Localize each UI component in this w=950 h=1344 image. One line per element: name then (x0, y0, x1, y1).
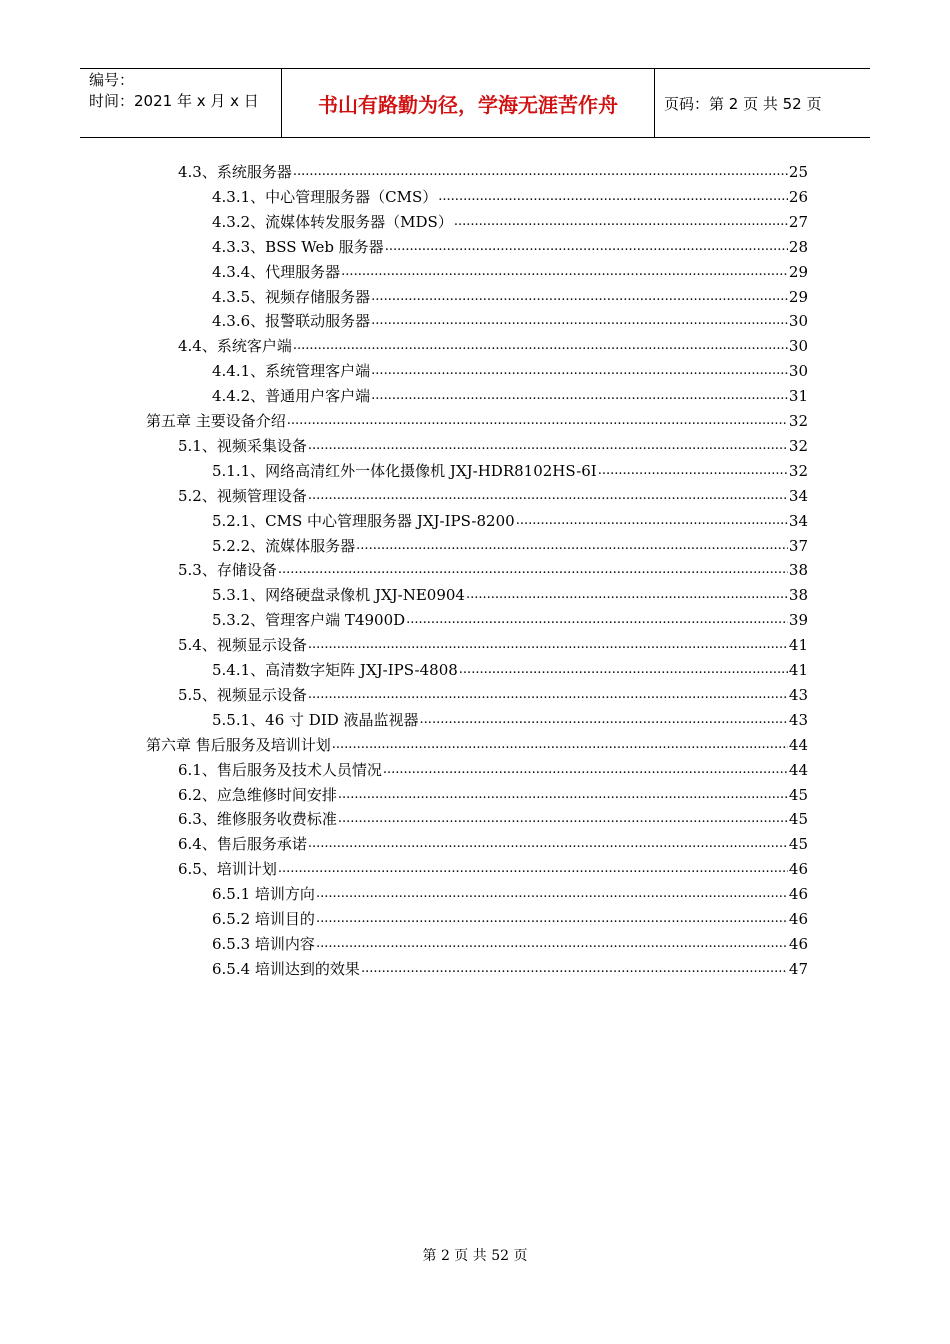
toc-entry-page: 45 (788, 835, 808, 854)
toc-entry[interactable] (212, 208, 808, 232)
toc-entry-page: 27 (788, 212, 808, 231)
toc-entry-title: 4.3.4、代理服务器 (212, 262, 341, 281)
toc-entry-page: 30 (788, 337, 808, 356)
header-page-info: 页码：第 2 页 共 52 页 (664, 94, 822, 113)
toc-entry-page: 29 (788, 287, 808, 306)
toc-entry[interactable] (178, 432, 808, 456)
toc-entry-page: 25 (788, 163, 808, 181)
toc-leader-dots (516, 511, 788, 531)
toc-leader-dots (338, 785, 788, 805)
toc-entry-page: 46 (788, 860, 808, 879)
toc-entry-page: 34 (788, 486, 808, 505)
toc-entry-page: 47 (788, 959, 808, 978)
toc-entry-title: 4.3.6、报警联动服务器 (212, 312, 371, 331)
toc-entry[interactable] (212, 532, 808, 556)
toc-entry-page: 26 (788, 187, 808, 206)
toc-entry[interactable] (178, 855, 808, 879)
toc-entry-title: 4.3.3、BSS Web 服务器 (212, 237, 384, 256)
toc-entry[interactable] (146, 731, 808, 755)
toc-leader-dots (371, 386, 788, 406)
toc-entry[interactable] (212, 382, 808, 406)
toc-entry-title: 6.5.3 培训内容 (212, 934, 315, 953)
toc-entry[interactable] (178, 158, 808, 182)
toc-entry[interactable] (212, 930, 808, 954)
toc-leader-dots (466, 585, 788, 605)
toc-entry-title: 6.4、售后服务承诺 (178, 835, 307, 854)
toc-entry-title: 5.3.2、管理客户端 T4900D (212, 611, 406, 630)
toc-entry-title: 6.2、应急维修时间安排 (178, 785, 337, 804)
toc-entry[interactable] (178, 631, 808, 655)
toc-entry-page: 34 (788, 511, 808, 530)
toc-leader-dots (308, 436, 788, 456)
toc-entry-title: 6.5.2 培训目的 (212, 910, 315, 928)
toc-leader-dots (341, 262, 788, 282)
toc-entry[interactable] (212, 905, 808, 929)
toc-entry[interactable] (212, 507, 808, 531)
toc-entry[interactable] (212, 606, 808, 630)
toc-entry-page: 45 (788, 810, 808, 829)
toc-leader-dots (438, 187, 788, 207)
toc-leader-dots (308, 635, 788, 655)
toc-entry-title: 4.4.2、普通用户客户端 (212, 387, 371, 406)
toc-entry-page: 32 (788, 412, 808, 430)
toc-entry-title: 5.4、视频显示设备 (178, 636, 307, 655)
toc-entry-page: 45 (788, 785, 808, 804)
toc-entry-page: 30 (788, 312, 808, 331)
toc-entry-title: 6.5.1 培训方向 (212, 885, 315, 904)
toc-entry[interactable] (212, 357, 808, 381)
toc-entry-title: 5.3.1、网络硬盘录像机 JXJ-NE0904 (212, 586, 465, 605)
toc-entry-title: 5.5、视频显示设备 (178, 685, 307, 704)
document-time-label: 时间：2021 年 x 月 x 日 (89, 92, 259, 110)
toc-entry-title: 5.5.1、46 寸 DID 液晶监视器 (212, 710, 419, 729)
toc-leader-dots (371, 287, 788, 307)
toc-entry-page: 41 (788, 636, 808, 655)
toc-entry-title: 5.2.2、流媒体服务器 (212, 536, 356, 555)
toc-entry[interactable] (212, 258, 808, 282)
toc-entry-title: 4.3、系统服务器 (178, 163, 292, 181)
document-number-label: 编号： (89, 71, 135, 89)
toc-entry[interactable] (178, 482, 808, 506)
toc-entry-page: 39 (788, 611, 808, 630)
toc-leader-dots (338, 809, 788, 829)
toc-leader-dots (278, 560, 788, 580)
toc-entry-page: 46 (788, 934, 808, 953)
toc-leader-dots (308, 685, 788, 705)
toc-entry[interactable] (178, 332, 808, 356)
toc-entry-page: 38 (788, 586, 808, 605)
toc-entry-title: 4.3.1、中心管理服务器（CMS） (212, 187, 438, 206)
toc-entry-title: 5.1.1、网络高清红外一体化摄像机 JXJ-HDR8102HS-6I (212, 461, 597, 480)
toc-entry[interactable] (212, 307, 808, 331)
toc-leader-dots (332, 735, 788, 755)
toc-leader-dots (316, 884, 788, 904)
toc-entry[interactable] (146, 407, 808, 431)
toc-entry-title: 第六章 售后服务及培训计划 (146, 735, 331, 754)
toc-entry-page: 44 (788, 760, 808, 779)
toc-leader-dots (308, 486, 788, 506)
toc-entry[interactable] (178, 781, 808, 805)
header-motto: 书山有路勤为径，学海无涯苦作舟 (282, 69, 655, 137)
toc-entry-page: 46 (788, 885, 808, 904)
toc-entry-page: 37 (788, 536, 808, 555)
toc-entry-page: 43 (788, 710, 808, 729)
toc-leader-dots (406, 610, 788, 630)
toc-entry-title: 5.3、存储设备 (178, 561, 277, 580)
toc-leader-dots (383, 760, 788, 780)
toc-entry[interactable] (178, 805, 808, 829)
toc-leader-dots (420, 710, 788, 730)
toc-entry[interactable] (212, 457, 808, 481)
toc-entry-title: 6.3、维修服务收费标准 (178, 810, 337, 829)
toc-entry-title: 5.1、视频采集设备 (178, 436, 307, 455)
toc-entry[interactable] (212, 955, 808, 979)
toc-leader-dots (293, 336, 788, 356)
toc-entry[interactable] (212, 233, 808, 257)
toc-leader-dots (454, 212, 788, 232)
toc-entry-title: 5.2.1、CMS 中心管理服务器 JXJ-IPS-8200 (212, 511, 515, 530)
toc-leader-dots (371, 361, 788, 381)
toc-entry[interactable] (178, 681, 808, 705)
toc-leader-dots (293, 162, 788, 182)
toc-entry-title: 4.3.2、流媒体转发服务器（MDS） (212, 212, 453, 231)
toc-entry[interactable] (212, 581, 808, 605)
toc-leader-dots (316, 934, 788, 954)
toc-leader-dots (361, 959, 788, 979)
toc-entry-page: 29 (788, 262, 808, 281)
toc-leader-dots (316, 909, 788, 929)
toc-entry-page: 46 (788, 910, 808, 928)
toc-leader-dots (459, 660, 788, 680)
toc-entry-page: 30 (788, 362, 808, 381)
toc-entry-title: 6.1、售后服务及技术人员情况 (178, 760, 382, 779)
toc-leader-dots (287, 411, 788, 431)
page-footer: 第 2 页 共 52 页 (422, 1248, 528, 1264)
toc-entry-page: 31 (788, 387, 808, 406)
toc-entry-page: 28 (788, 237, 808, 256)
toc-entry[interactable] (212, 706, 808, 730)
toc-entry[interactable] (212, 183, 808, 207)
toc-entry-page: 41 (788, 661, 808, 679)
toc-leader-dots (371, 311, 788, 331)
toc-leader-dots (278, 859, 788, 879)
toc-entry-title: 4.4.1、系统管理客户端 (212, 362, 371, 381)
toc-entry-page: 43 (788, 685, 808, 704)
toc-entry[interactable] (212, 283, 808, 307)
toc-entry-title: 第五章 主要设备介绍 (146, 412, 286, 430)
toc-entry-title: 5.4.1、高清数字矩阵 JXJ-IPS-4808 (212, 661, 458, 679)
header-meta (80, 69, 282, 137)
toc-entry-page: 32 (788, 436, 808, 455)
toc-entry[interactable] (178, 556, 808, 580)
toc-leader-dots (385, 237, 788, 257)
toc-leader-dots (356, 536, 788, 556)
page-header (80, 68, 870, 138)
toc-entry-title: 4.3.5、视频存储服务器 (212, 287, 371, 306)
toc-leader-dots (308, 834, 788, 854)
toc-entry-page: 44 (788, 735, 808, 754)
toc-entry[interactable] (178, 830, 808, 854)
toc-entry-title: 5.2、视频管理设备 (178, 486, 307, 505)
toc-entry[interactable] (212, 656, 808, 680)
toc-entry-title: 6.5、培训计划 (178, 860, 277, 879)
toc-entry[interactable] (178, 756, 808, 780)
toc-entry-title: 6.5.4 培训达到的效果 (212, 959, 360, 978)
toc-entry[interactable] (212, 880, 808, 904)
toc-leader-dots (598, 461, 788, 481)
toc-entry-page: 32 (788, 461, 808, 480)
toc-entry-page: 38 (788, 561, 808, 580)
toc-entry-title: 4.4、系统客户端 (178, 337, 292, 356)
